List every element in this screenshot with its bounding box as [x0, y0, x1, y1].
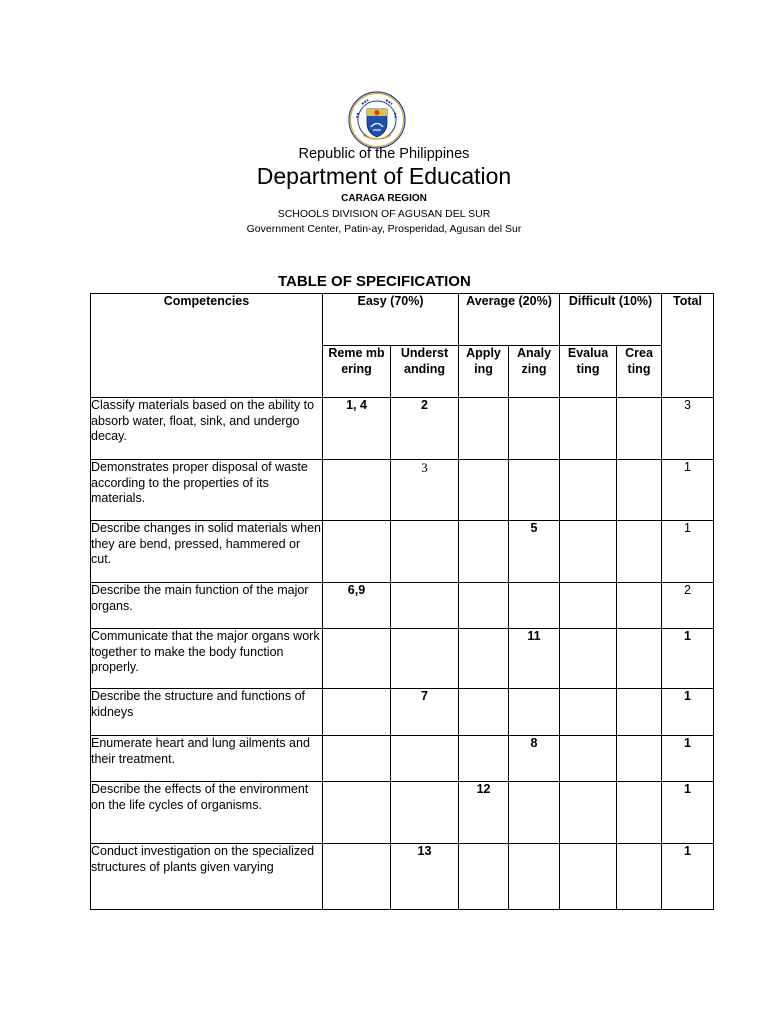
total-cell: 3 [662, 398, 714, 460]
item-cell-app [459, 629, 509, 689]
item-cell-rem: 6,9 [323, 583, 391, 629]
item-cell-und: 13 [391, 844, 459, 910]
item-cell-app [459, 583, 509, 629]
item-cell-ana [509, 398, 560, 460]
item-cell-ana [509, 689, 560, 736]
item-cell-eva [560, 689, 617, 736]
sub-analyzing: Analy zing [509, 346, 560, 398]
table-row [91, 689, 714, 736]
specification-table [90, 293, 714, 910]
competency-cell: Describe the structure and functions of kidneys [91, 689, 323, 736]
competency-cell: Describe the main function of the major organs. [91, 583, 323, 629]
address-line: Government Center, Patin-ay, Prosperidad, Agusan del Sur [246, 223, 522, 235]
item-cell-rem [323, 689, 391, 736]
item-cell-rem [323, 521, 391, 583]
item-cell-ana: 11 [509, 629, 560, 689]
total-cell: 2 [662, 583, 714, 629]
item-cell-cre [617, 521, 662, 583]
division-line: SCHOOLS DIVISION OF AGUSAN DEL SUR [277, 208, 491, 220]
header-total: Total [662, 294, 714, 398]
item-cell-rem [323, 844, 391, 910]
competency-cell: Describe the effects of the environment on the life cycles of organisms. [91, 782, 323, 844]
item-cell-app [459, 736, 509, 782]
table-row [91, 521, 714, 583]
deped-seal-logo [348, 91, 406, 149]
item-cell-app [459, 521, 509, 583]
item-cell-ana [509, 583, 560, 629]
item-cell-cre [617, 398, 662, 460]
sub-remembering: Reme mb ering [323, 346, 391, 398]
item-cell-und: 7 [391, 689, 459, 736]
sub-applying: Apply ing [459, 346, 509, 398]
competency-cell: Conduct investigation on the specialized structures of plants given varying [91, 844, 323, 910]
sub-evaluating: Evalua ting [560, 346, 617, 398]
item-cell-rem: 1, 4 [323, 398, 391, 460]
table-title: TABLE OF SPECIFICATION [278, 273, 471, 290]
item-cell-rem [323, 460, 391, 521]
republic-line: Republic of the Philippines [298, 146, 470, 162]
item-cell-und [391, 736, 459, 782]
total-cell: 1 [662, 736, 714, 782]
sub-understanding: Underst anding [391, 346, 459, 398]
item-cell-eva [560, 583, 617, 629]
table-row [91, 782, 714, 844]
competency-cell: Enumerate heart and lung ailments and their treatment. [91, 736, 323, 782]
item-cell-und [391, 629, 459, 689]
table-body [91, 398, 714, 910]
item-cell-cre [617, 782, 662, 844]
table-row [91, 736, 714, 782]
item-cell-rem [323, 736, 391, 782]
item-cell-eva [560, 736, 617, 782]
item-cell-cre [617, 629, 662, 689]
total-cell: 1 [662, 782, 714, 844]
item-cell-cre [617, 460, 662, 521]
item-cell-app [459, 460, 509, 521]
item-cell-ana [509, 460, 560, 521]
item-cell-cre [617, 844, 662, 910]
item-cell-und: 2 [391, 398, 459, 460]
item-cell-rem [323, 629, 391, 689]
item-cell-eva [560, 782, 617, 844]
item-cell-und [391, 521, 459, 583]
item-cell-cre [617, 583, 662, 629]
item-cell-eva [560, 844, 617, 910]
item-cell-eva [560, 629, 617, 689]
table-row [91, 583, 714, 629]
competency-cell: Demonstrates proper disposal of waste according to the properties of its materials. [91, 460, 323, 521]
competency-cell: Classify materials based on the ability to absorb water, float, sink, and undergo decay. [91, 398, 323, 460]
item-cell-eva [560, 398, 617, 460]
item-cell-und [391, 583, 459, 629]
header-competencies: Competencies [91, 294, 323, 398]
competency-cell: Communicate that the major organs work together to make the body function properly. [91, 629, 323, 689]
total-cell: 1 [662, 629, 714, 689]
department-title: Department of Education [256, 163, 512, 189]
sub-creating: Crea ting [617, 346, 662, 398]
total-cell: 1 [662, 689, 714, 736]
item-cell-cre [617, 689, 662, 736]
item-cell-eva [560, 521, 617, 583]
table-row [91, 629, 714, 689]
table-row [91, 844, 714, 910]
header-average: Average (20%) [459, 294, 560, 346]
item-cell-und [391, 782, 459, 844]
header-difficult: Difficult (10%) [560, 294, 662, 346]
item-cell-ana: 8 [509, 736, 560, 782]
total-cell: 1 [662, 521, 714, 583]
competency-cell: Describe changes in solid materials when they are bend, pressed, hammered or cut. [91, 521, 323, 583]
total-cell: 1 [662, 460, 714, 521]
item-cell-rem [323, 782, 391, 844]
table-row [91, 460, 714, 521]
item-cell-eva [560, 460, 617, 521]
item-cell-app [459, 398, 509, 460]
region-line: CARAGA REGION [341, 193, 427, 204]
table-row [91, 398, 714, 460]
item-cell-cre [617, 736, 662, 782]
item-cell-und: 3 [391, 460, 459, 521]
item-cell-app: 12 [459, 782, 509, 844]
total-cell: 1 [662, 844, 714, 910]
item-cell-ana: 5 [509, 521, 560, 583]
header-easy: Easy (70%) [323, 294, 459, 346]
item-cell-app [459, 689, 509, 736]
item-cell-app [459, 844, 509, 910]
item-cell-ana [509, 782, 560, 844]
item-cell-ana [509, 844, 560, 910]
